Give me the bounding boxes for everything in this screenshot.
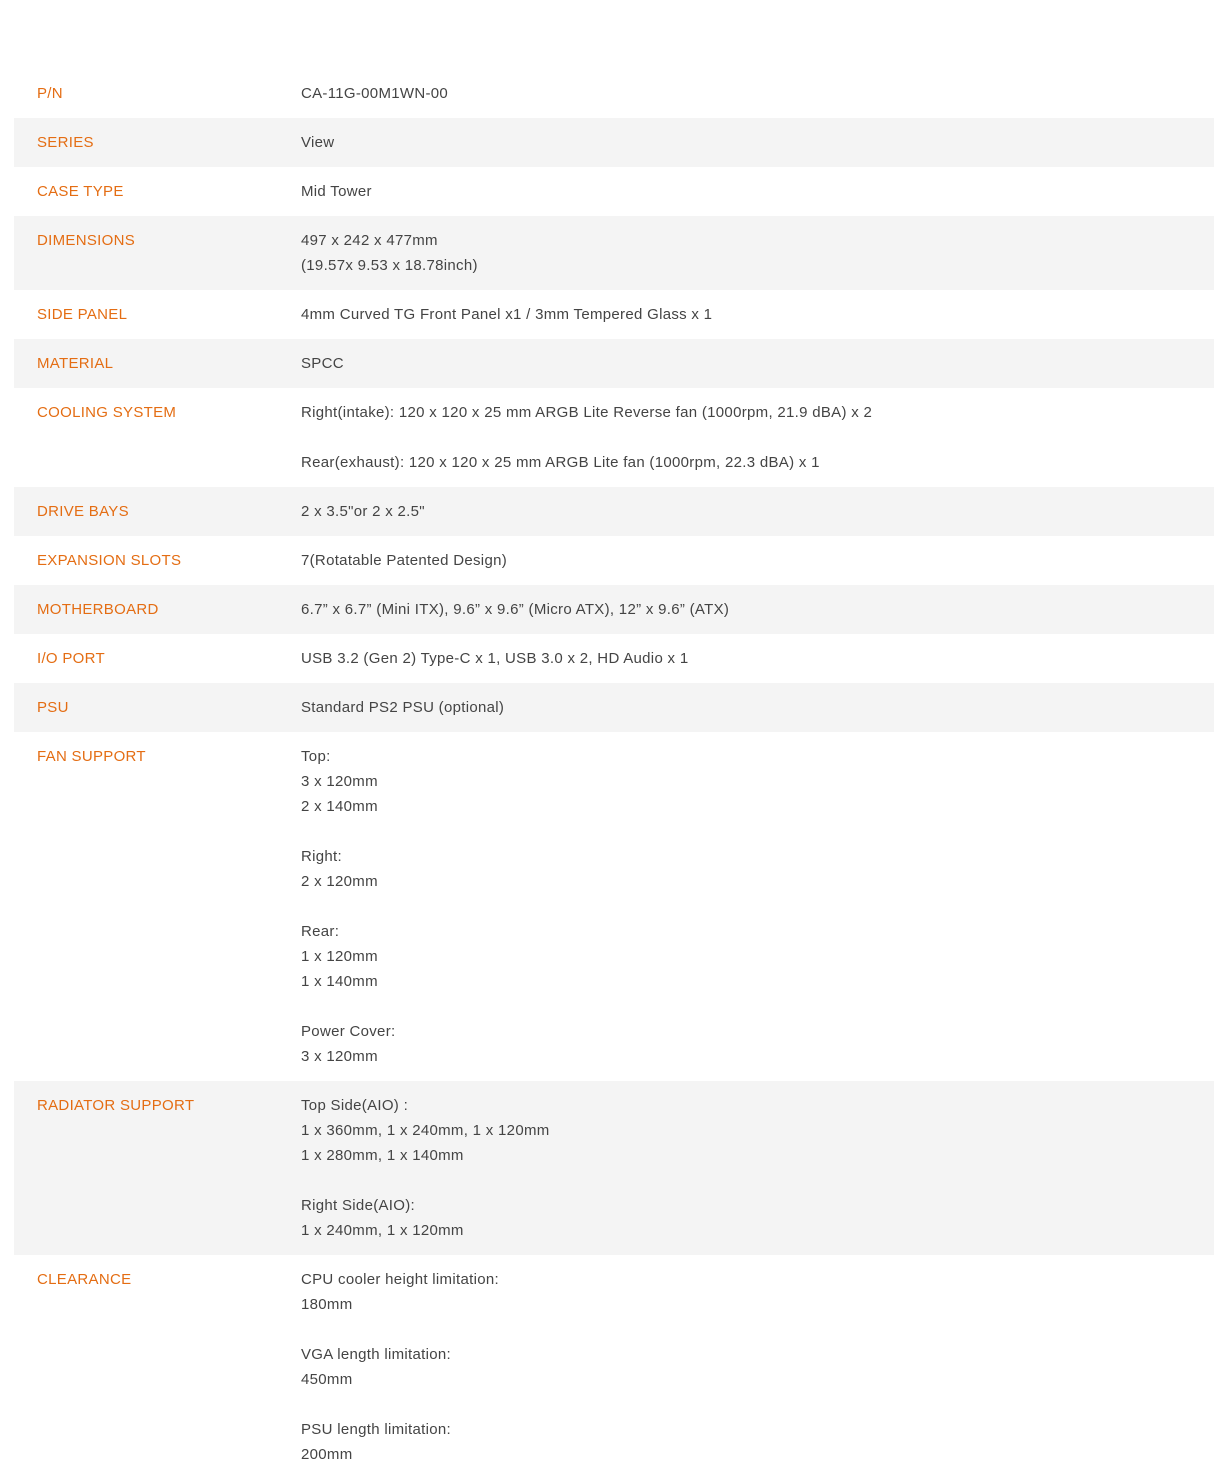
spec-row xyxy=(14,634,1214,683)
spec-value xyxy=(301,179,1214,204)
spec-row xyxy=(14,732,1214,1081)
spec-value-line: Rear: xyxy=(301,923,340,940)
spec-row xyxy=(14,388,1214,487)
spec-label: CASE TYPE xyxy=(37,183,124,200)
spec-value-line: Standard PS2 PSU (optional) xyxy=(301,699,505,716)
spec-label: P/N xyxy=(37,85,63,102)
spec-row xyxy=(14,216,1214,290)
spec-value xyxy=(301,400,1214,475)
spec-label: PSU xyxy=(37,699,69,716)
spec-value xyxy=(301,499,1214,524)
spec-value-line: 180mm xyxy=(301,1296,353,1313)
spec-label: SERIES xyxy=(37,134,94,151)
spec-value-line: 1 x 120mm xyxy=(301,948,378,965)
spec-value-line: 6.7” x 6.7” (Mini ITX), 9.6” x 9.6” (Micro ATX), 12” x 9.6” (ATX) xyxy=(301,601,730,618)
spec-value-line: 2 x 3.5"or 2 x 2.5" xyxy=(301,503,425,520)
spec-row xyxy=(14,683,1214,732)
spec-value xyxy=(301,81,1214,106)
spec-label: EXPANSION SLOTS xyxy=(37,552,182,569)
spec-value-line: CA-11G-00M1WN-00 xyxy=(301,85,449,102)
spec-value xyxy=(301,302,1214,327)
spec-row xyxy=(14,1081,1214,1255)
spec-label: CLEARANCE xyxy=(37,1271,132,1288)
spec-value-line xyxy=(301,1392,1214,1417)
spec-label: DRIVE BAYS xyxy=(37,503,129,520)
spec-value-line: PSU length limitation: xyxy=(301,1421,452,1438)
spec-value xyxy=(301,695,1214,720)
spec-value xyxy=(301,1267,1214,1467)
spec-row xyxy=(14,487,1214,536)
spec-value-line: VGA length limitation: xyxy=(301,1346,452,1363)
spec-value xyxy=(301,351,1214,376)
spec-value xyxy=(301,548,1214,573)
spec-value-line: 3 x 120mm xyxy=(301,1048,378,1065)
spec-value-line: View xyxy=(301,134,335,151)
spec-value xyxy=(301,130,1214,155)
spec-label: RADIATOR SUPPORT xyxy=(37,1097,195,1114)
spec-value-line: Power Cover: xyxy=(301,1023,396,1040)
spec-value-line: 4mm Curved TG Front Panel x1 / 3mm Tempered Glass x 1 xyxy=(301,306,713,323)
spec-value xyxy=(301,1093,1214,1243)
spec-row xyxy=(14,69,1214,118)
spec-value-line: 3 x 120mm xyxy=(301,773,378,790)
spec-value-line: USB 3.2 (Gen 2) Type-C x 1, USB 3.0 x 2, HD Audio x 1 xyxy=(301,650,689,667)
spec-row xyxy=(14,1255,1214,1479)
spec-value-line xyxy=(301,1317,1214,1342)
spec-value-line xyxy=(301,994,1214,1019)
spec-row xyxy=(14,536,1214,585)
spec-value-line: 1 x 140mm xyxy=(301,973,378,990)
spec-label: COOLING SYSTEM xyxy=(37,404,177,421)
spec-value-line: Mid Tower xyxy=(301,183,372,200)
spec-table xyxy=(14,69,1214,1479)
spec-value-line xyxy=(301,1168,1214,1193)
spec-value-line: 497 x 242 x 477mm xyxy=(301,232,438,249)
spec-value-line xyxy=(301,894,1214,919)
spec-row xyxy=(14,118,1214,167)
spec-value-line: Right Side(AIO): xyxy=(301,1197,416,1214)
spec-value-line: (19.57x 9.53 x 18.78inch) xyxy=(301,257,478,274)
spec-value-line: 1 x 240mm, 1 x 120mm xyxy=(301,1222,464,1239)
spec-value xyxy=(301,597,1214,622)
spec-value xyxy=(301,744,1214,1069)
spec-value-line: Right: xyxy=(301,848,342,865)
spec-value xyxy=(301,228,1214,278)
spec-value-line: 7(Rotatable Patented Design) xyxy=(301,552,508,569)
spec-label: DIMENSIONS xyxy=(37,232,136,249)
spec-row xyxy=(14,167,1214,216)
spec-row xyxy=(14,290,1214,339)
spec-label: FAN SUPPORT xyxy=(37,748,146,765)
spec-value-line: Top: xyxy=(301,748,331,765)
spec-label: MATERIAL xyxy=(37,355,114,372)
spec-label: I/O PORT xyxy=(37,650,105,667)
spec-value-line xyxy=(301,819,1214,844)
spec-value-line: Right(intake): 120 x 120 x 25 mm ARGB Lite Reverse fan (1000rpm, 21.9 dBA) x 2 xyxy=(301,404,873,421)
spec-value-line xyxy=(301,425,1214,450)
spec-value-line: 2 x 120mm xyxy=(301,873,378,890)
spec-value xyxy=(301,646,1214,671)
spec-row xyxy=(14,585,1214,634)
spec-value-line: 200mm xyxy=(301,1446,353,1463)
spec-label: MOTHERBOARD xyxy=(37,601,159,618)
spec-value-line: Top Side(AIO) : xyxy=(301,1097,409,1114)
spec-value-line: SPCC xyxy=(301,355,344,372)
spec-value-line: 2 x 140mm xyxy=(301,798,378,815)
spec-value-line: 450mm xyxy=(301,1371,353,1388)
spec-row xyxy=(14,339,1214,388)
spec-value-line: 1 x 280mm, 1 x 140mm xyxy=(301,1147,464,1164)
spec-value-line: 1 x 360mm, 1 x 240mm, 1 x 120mm xyxy=(301,1122,550,1139)
spec-value-line: Rear(exhaust): 120 x 120 x 25 mm ARGB Lite fan (1000rpm, 22.3 dBA) x 1 xyxy=(301,454,820,471)
spec-label: SIDE PANEL xyxy=(37,306,128,323)
spec-value-line: CPU cooler height limitation: xyxy=(301,1271,499,1288)
